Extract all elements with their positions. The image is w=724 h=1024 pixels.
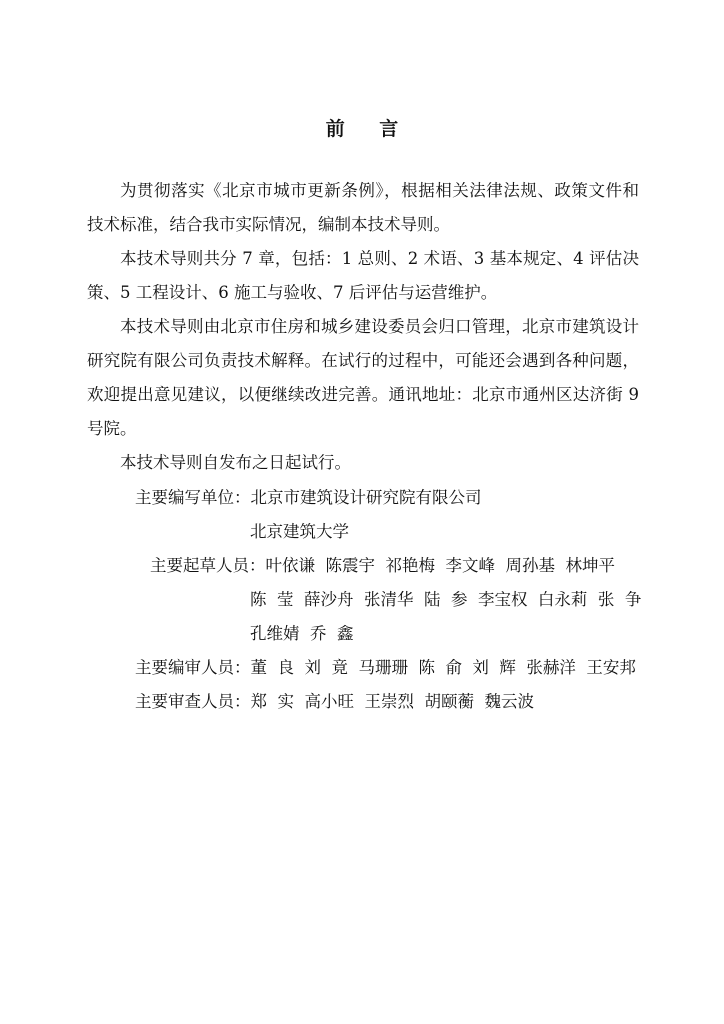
drafters-line: 孔维婧 乔 鑫 bbox=[250, 624, 354, 643]
unit-name: 北京市建筑设计研究院有限公司 bbox=[250, 488, 482, 507]
editors-label: 主要编审人员： bbox=[135, 658, 251, 677]
drafters-line: 陈 莹 薛沙舟 张清华 陆 参 李宝权 白永莉 张 争 bbox=[250, 590, 642, 609]
credit-units-row bbox=[135, 481, 482, 515]
paragraph-management: 本技术导则由北京市住房和城乡建设委员会归口管理，北京市建筑设计研究院有限公司负责技术解释。在试行的过程中，可能还会遇到各种问题，欢迎提出意见建议，以便继续改进完善。通讯地址：北京市通州区达济街 9 号院。 bbox=[87, 317, 639, 438]
drafters-line: 叶依谦 陈震宇 祁艳梅 李文峰 周孙基 林坤平 bbox=[265, 556, 615, 575]
reviewers-label: 主要审查人员： bbox=[135, 692, 251, 711]
paragraph-purpose: 为贯彻落实《北京市城市更新条例》，根据相关法律法规、政策文件和技术标准，结合我市实际情况，编制本技术导则。 bbox=[87, 181, 639, 234]
credit-editors-row bbox=[135, 651, 636, 685]
credit-reviewers-row bbox=[135, 685, 534, 719]
paragraph-effective: 本技术导则自发布之日起试行。 bbox=[120, 453, 351, 472]
paragraph-chapters: 本技术导则共分 7 章，包括：1 总则、2 术语、3 基本规定、4 评估决策、5 工程设计、6 施工与验收、7 后评估与运营维护。 bbox=[87, 249, 639, 302]
page-title: 前 言 bbox=[325, 118, 413, 140]
reviewers-names: 郑 实 高小旺 王崇烈 胡颐蘅 魏云波 bbox=[250, 692, 534, 711]
editors-names: 董 良 刘 竟 马珊珊 陈 俞 刘 辉 张赫洋 王安邦 bbox=[250, 658, 636, 677]
credit-drafters-row bbox=[150, 549, 615, 583]
units-label: 主要编写单位： bbox=[135, 488, 251, 507]
drafters-label: 主要起草人员： bbox=[150, 556, 266, 575]
credit-units-row-2 bbox=[250, 515, 349, 549]
preface-body bbox=[87, 174, 639, 480]
unit-name: 北京建筑大学 bbox=[250, 522, 349, 541]
